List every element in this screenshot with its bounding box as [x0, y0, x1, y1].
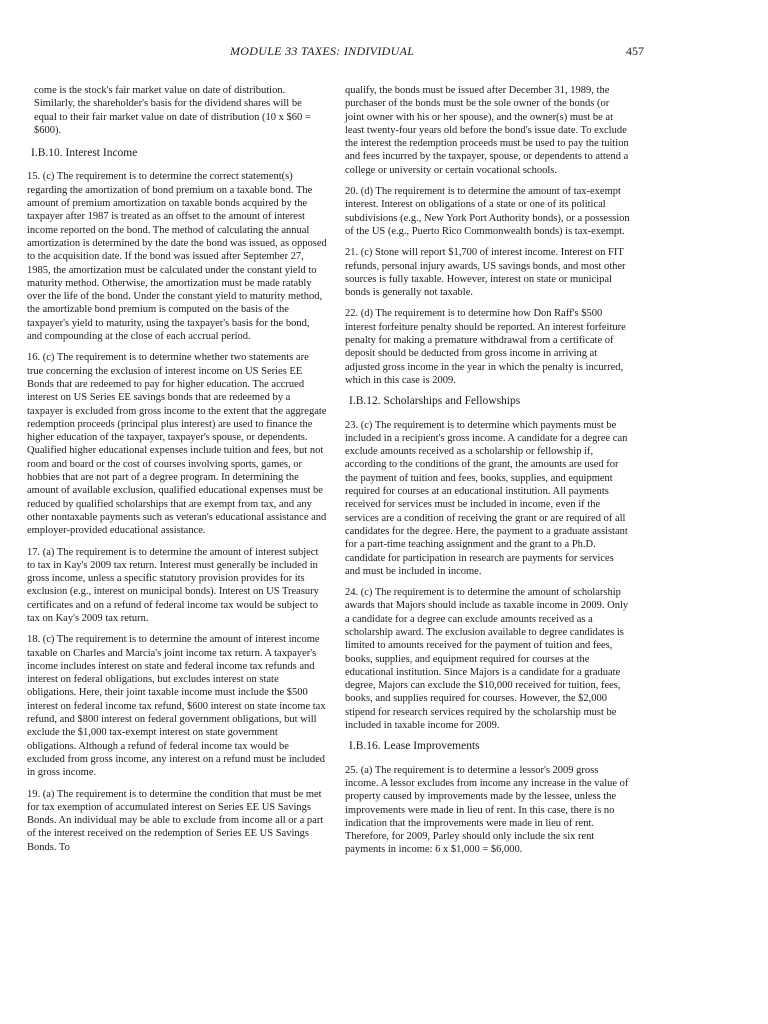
right-column: [345, 84, 631, 865]
answer-22: 22. (d) The requirement is to determine how Don Raff's $500 interest forfeiture penalty should be reported. An interest forfeiture penalty for making a premature withdrawal from a certificate of deposit should be deducted from gross income in arriving at adjusted gross income in the year in which the penalty is incurred, which in this case is 2009.: [345, 308, 626, 386]
continued-paragraph: qualify, the bonds must be issued after December 31, 1989, the purchaser of the bonds must be the sole owner of the bonds (or joint owner with his or her spouse), and the owner(s) must be at least twenty-four years old before the bond's issue date. To exclude the interest the redemption proceeds must be used to pay the tuition and fees incurred by the taxpayer, spouse, or dependents to attend a college or university or certain vocational schools.: [345, 85, 629, 176]
page-header: [0, 44, 768, 64]
answer-16: 16. (c) The requirement is to determine whether two statements are true concerning the exclusion of interest income on US Series EE Bonds that are redeemed to pay for higher education. The accrued interest on US Series EE savings bonds that are redeemed by a taxpayer is excluded from gross income to the extent that the aggregate redemption proceeds (principal plus interest) are used to finance the higher education of the taxpayer, taxpayer's spouse, or dependents. Qualified higher educational expenses include tuition and fees, but not room and board or the cost of courses involving sports, games, or hobbies that are not part of a degree program. In determining the amount of available exclusion, qualified educational expenses must be reduced by qualified scholarships that are exempt from tax, and any other nontaxable payments such as veteran's educational assistance and employer-provided educational assistance.: [27, 352, 327, 537]
section-heading-lease-improvements: I.B.16. Lease Improvements: [349, 740, 480, 753]
answer-20: 20. (d) The requirement is to determine the amount of tax-exempt interest. Interest on obligations of a state or one of its political subdivisions (e.g., New York Port Authority bonds), or a possession of the US (e.g., Puerto Rico Commonwealth bonds) is tax-exempt.: [345, 186, 630, 237]
section-heading-interest-income: I.B.10. Interest Income: [31, 147, 138, 160]
answer-19: 19. (a) The requirement is to determine the condition that must be met for tax exemption of accumulated interest on Series EE US Savings Bonds. An individual may be able to exclude from income all or a part of the interest received on the redemption of Series EE US Savings Bonds. To: [27, 788, 324, 853]
page-number: 457: [626, 44, 644, 58]
answer-15: 15. (c) The requirement is to determine the correct statement(s) regarding the amortization of bond premium on a taxable bond. The amount of premium amortization on taxable bonds acquired by the taxpayer after 1987 is treated as an offset to the amount of interest income reported on the bond. The method of calculating the annual amortization is determined by the date the bond was issued, as opposed to the acquisition date. If the bond was issued after September 27, 1985, the amortization must be calculated under the constant yield to maturity method. Otherwise, the amortization must be made ratably over the life of the bond. Under the constant yield to maturity method, the amortizable bond premium is computed on the basis of the taxpayer's yield to maturity, using the taxpayer's basis for the bond, and compounding at the close of each accrual period.: [27, 171, 327, 343]
section-heading-scholarships: I.B.12. Scholarships and Fellowships: [349, 395, 521, 408]
answer-23: 23. (c) The requirement is to determine which payments must be included in a recipient's gross income. A candidate for a degree can exclude amounts received as a scholarship or fellowship if, according to the conditions of the grant, the amounts are used for the payment of tuition and fees, books, supplies, and equipment required for courses at an educational institution. All payments received for services must be included in income, even if the services are a condition of receiving the grant or are required of all candidates for the degree. Here, the payment to a graduate assistant for a part-time teaching assignment and the grant to a Ph.D. candidate for participation in research are payments for services and must be included in income.: [345, 419, 628, 577]
continued-paragraph: come is the stock's fair market value on date of distribution. Similarly, the shareholder's basis for the dividend shares will be equal to their fair market value on date of distribution (10 x $60 = $600).: [34, 85, 311, 136]
answer-18: 18. (c) The requirement is to determine the amount of interest income taxable on Charles and Marcia's joint income tax return. A taxpayer's income includes interest on state and federal income tax refunds and interest on federal obligations, but excludes interest on state obligations. Here, their joint taxable income must include the $500 interest on federal income tax refund, $600 interest on state income tax refund, and $800 interest on federal government obligations, but will exclude the $1,000 tax-exempt interest on state government obligations. Although a refund of federal income tax would be excluded from gross income, any interest on a refund must be included in gross income.: [27, 634, 326, 779]
left-column: [27, 84, 327, 862]
answer-21: 21. (c) Stone will report $1,700 of interest income. Interest on FIT refunds, personal injury awards, US savings bonds, and most other sources is fully taxable. However, interest on state or municipal bonds is generally not taxable.: [345, 247, 626, 299]
answer-25: 25. (a) The requirement is to determine a lessor's 2009 gross income. A lessor excludes from income any increase in the value of property caused by improvements made by the lessee, unless the improvements were made in lieu of rent. In this case, there is no indication that the improvements were made in lieu of rent. Therefore, for 2009, Parley should only include the six rent payments in income: 6 x $1,000 = $6,000.: [345, 764, 629, 856]
running-head: MODULE 33 TAXES: INDIVIDUAL: [230, 44, 415, 58]
answer-17: 17. (a) The requirement is to determine the amount of interest subject to tax in Kay's 2009 tax return. Interest must generally be included in gross income, unless a specific statutory provision provides for its exclusion (e.g., interest on municipal bonds). Interest on US Treasury certificates and on a refund of federal income tax would be subject to tax on Kay's 2009 tax return.: [27, 546, 319, 624]
answer-24: 24. (c) The requirement is to determine the amount of scholarship awards that Majors should include as taxable income in 2009. Only a candidate for a degree can exclude amounts received as a scholarship award. The exclusion available to degree candidates is limited to amounts received for the payment of tuition and fees, books, supplies, and equipment required for courses at the educational institution. Since Majors is a candidate for a graduate degree, Majors can exclude the $10,000 received for tuition, fees, books, and supplies required for courses. However, the $2,000 stipend for research services required by the scholarship must be included in taxable income for 2009.: [345, 587, 629, 732]
